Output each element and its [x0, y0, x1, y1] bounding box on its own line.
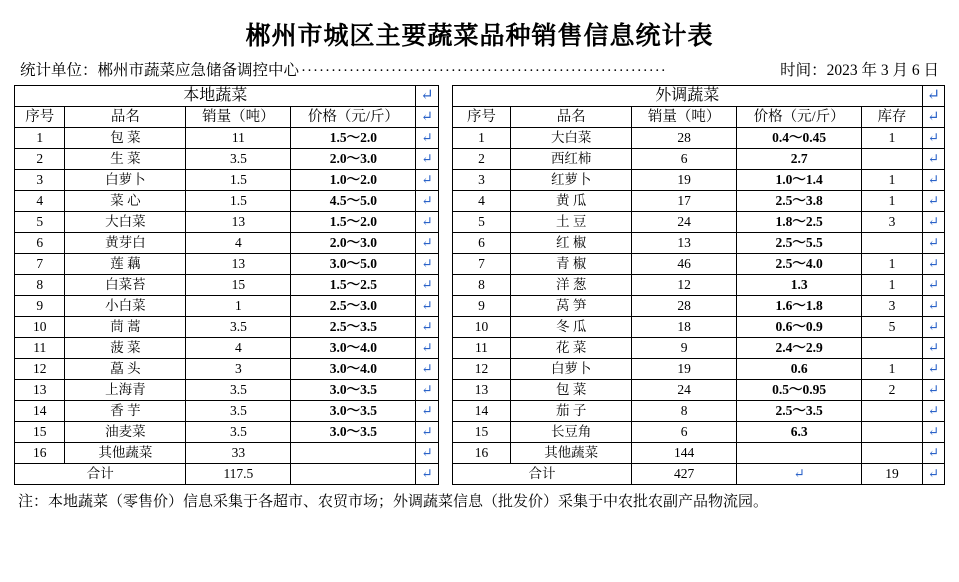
table-row	[15, 401, 945, 422]
column-gap	[438, 443, 452, 464]
cell-price	[737, 443, 862, 464]
cell-index: 13	[452, 380, 510, 401]
paragraph-mark: ↵	[922, 464, 944, 485]
total-price-local-empty	[291, 464, 416, 485]
cell-name: 黄 瓜	[511, 191, 632, 212]
column-gap	[438, 191, 452, 212]
cell-name: 青 椒	[511, 254, 632, 275]
cell-index: 4	[15, 191, 65, 212]
paragraph-mark: ↵	[922, 275, 944, 296]
cell-price: 1.8～2.5	[737, 212, 862, 233]
cell-name: 上海青	[65, 380, 186, 401]
paragraph-mark: ↵	[416, 296, 438, 317]
cell-volume: 24	[632, 380, 737, 401]
col-name-local: 品名	[65, 107, 186, 128]
cell-index: 11	[15, 338, 65, 359]
total-label-external: 合计	[452, 464, 632, 485]
cell-price	[291, 443, 416, 464]
table-row	[15, 128, 945, 149]
total-stock-external: 19	[862, 464, 923, 485]
column-gap	[438, 401, 452, 422]
cell-price: 0.6	[737, 359, 862, 380]
footnote: 注：本地蔬菜（零售价）信息采集于各超市、农贸市场；外调蔬菜信息（批发价）采集于中农批农副产品物流园。	[18, 494, 769, 510]
col-price-external: 价格（元/斤）	[737, 107, 862, 128]
cell-price: 2.5～3.5	[291, 317, 416, 338]
paragraph-mark: ↵	[922, 107, 944, 128]
cell-price: 1.6～1.8	[737, 296, 862, 317]
cell-volume: 3.5	[186, 149, 291, 170]
cell-index: 13	[15, 380, 65, 401]
cell-price: 3.0～4.0	[291, 359, 416, 380]
cell-index: 15	[452, 422, 510, 443]
column-gap	[438, 422, 452, 443]
paragraph-mark: ↵	[416, 212, 438, 233]
cell-name: 洋 葱	[511, 275, 632, 296]
table-row	[15, 212, 945, 233]
group-local-title: 本地蔬菜	[15, 86, 416, 107]
cell-price: 0.6～0.9	[737, 317, 862, 338]
cell-price: 2.5～3.8	[737, 191, 862, 212]
cell-name: 白萝卜	[65, 170, 186, 191]
paragraph-mark: ↵	[416, 275, 438, 296]
column-gap	[438, 359, 452, 380]
cell-index: 7	[452, 254, 510, 275]
cell-stock: 3	[862, 296, 923, 317]
report-date: 时间：2023 年 3 月 6 日	[780, 62, 939, 79]
cell-name: 冬 瓜	[511, 317, 632, 338]
cell-stock	[862, 443, 923, 464]
cell-volume: 28	[632, 128, 737, 149]
cell-index: 14	[15, 401, 65, 422]
cell-price: 3.0～3.5	[291, 422, 416, 443]
group-external-title: 外调蔬菜	[452, 86, 922, 107]
cell-name: 包 菜	[65, 128, 186, 149]
cell-name: 香 芋	[65, 401, 186, 422]
column-gap	[438, 233, 452, 254]
column-gap	[438, 296, 452, 317]
cell-price: 6.3	[737, 422, 862, 443]
cell-name: 莲 藕	[65, 254, 186, 275]
paragraph-mark: ↵	[416, 401, 438, 422]
cell-name: 长豆角	[511, 422, 632, 443]
cell-index: 12	[15, 359, 65, 380]
cell-stock	[862, 233, 923, 254]
cell-name: 红 椒	[511, 233, 632, 254]
cell-stock: 1	[862, 191, 923, 212]
cell-price: 0.4～0.45	[737, 128, 862, 149]
table-row	[15, 275, 945, 296]
cell-volume: 3.5	[186, 422, 291, 443]
cell-name: 藠 头	[65, 359, 186, 380]
cell-name: 白萝卜	[511, 359, 632, 380]
cell-stock: 1	[862, 170, 923, 191]
cell-index: 5	[452, 212, 510, 233]
cell-index: 1	[452, 128, 510, 149]
column-gap	[438, 170, 452, 191]
paragraph-mark: ↵	[922, 254, 944, 275]
paragraph-mark: ↵	[922, 296, 944, 317]
cell-volume: 6	[632, 149, 737, 170]
col-index-external: 序号	[452, 107, 510, 128]
cell-name: 大白菜	[65, 212, 186, 233]
totals-row	[15, 464, 945, 485]
cell-index: 5	[15, 212, 65, 233]
group-header-row	[15, 86, 945, 107]
cell-volume: 19	[632, 359, 737, 380]
cell-name: 土 豆	[511, 212, 632, 233]
total-volume-external: 427	[632, 464, 737, 485]
cell-price: 1.5～2.0	[291, 212, 416, 233]
paragraph-mark: ↵	[922, 212, 944, 233]
cell-name: 菜 心	[65, 191, 186, 212]
column-gap	[438, 107, 452, 128]
cell-index: 15	[15, 422, 65, 443]
cell-stock: 2	[862, 380, 923, 401]
cell-name: 小白菜	[65, 296, 186, 317]
cell-index: 4	[452, 191, 510, 212]
cell-price: 3.0～3.5	[291, 380, 416, 401]
table-row	[15, 317, 945, 338]
cell-price: 2.0～3.0	[291, 149, 416, 170]
paragraph-mark: ↵	[922, 401, 944, 422]
paragraph-mark: ↵	[416, 443, 438, 464]
statistics-unit-label: 统计单位：	[20, 62, 98, 79]
cell-price: 0.5～0.95	[737, 380, 862, 401]
cell-price: 1.5～2.5	[291, 275, 416, 296]
cell-index: 1	[15, 128, 65, 149]
cell-stock: 1	[862, 275, 923, 296]
dot-leader: ·····························································	[301, 64, 667, 79]
cell-volume: 13	[186, 254, 291, 275]
cell-volume: 8	[632, 401, 737, 422]
paragraph-mark: ↵	[416, 254, 438, 275]
cell-name: 黄芽白	[65, 233, 186, 254]
paragraph-mark: ↵	[416, 170, 438, 191]
paragraph-mark: ↵	[922, 170, 944, 191]
cell-price: 3.0～4.0	[291, 338, 416, 359]
table-row	[15, 233, 945, 254]
cell-price: 1.0～1.4	[737, 170, 862, 191]
cell-price: 1.5～2.0	[291, 128, 416, 149]
cell-volume: 17	[632, 191, 737, 212]
cell-price: 2.0～3.0	[291, 233, 416, 254]
cell-price: 2.5～3.5	[737, 401, 862, 422]
cell-index: 2	[452, 149, 510, 170]
column-gap	[438, 86, 452, 107]
cell-volume: 11	[186, 128, 291, 149]
table-row	[15, 254, 945, 275]
cell-volume: 13	[632, 233, 737, 254]
cell-price: 2.4～2.9	[737, 338, 862, 359]
paragraph-mark: ↵	[922, 338, 944, 359]
cell-index: 12	[452, 359, 510, 380]
cell-stock	[862, 422, 923, 443]
table-row	[15, 380, 945, 401]
paragraph-mark: ↵	[922, 86, 944, 107]
cell-stock	[862, 338, 923, 359]
document-page	[0, 16, 959, 582]
cell-price: 1.0～2.0	[291, 170, 416, 191]
total-volume-local: 117.5	[186, 464, 291, 485]
table-row	[15, 338, 945, 359]
cell-volume: 12	[632, 275, 737, 296]
paragraph-mark: ↵	[416, 464, 438, 485]
paragraph-mark: ↵	[922, 149, 944, 170]
cell-volume: 1.5	[186, 170, 291, 191]
cell-volume: 3.5	[186, 401, 291, 422]
cell-price: 1.3	[737, 275, 862, 296]
cell-name: 其他蔬菜	[511, 443, 632, 464]
cell-volume: 4	[186, 233, 291, 254]
cell-name: 花 菜	[511, 338, 632, 359]
cell-index: 6	[15, 233, 65, 254]
cell-stock: 1	[862, 128, 923, 149]
cell-name: 茄 子	[511, 401, 632, 422]
paragraph-mark: ↵	[416, 191, 438, 212]
paragraph-mark: ↵	[922, 191, 944, 212]
cell-index: 16	[15, 443, 65, 464]
cell-stock	[862, 401, 923, 422]
col-index-local: 序号	[15, 107, 65, 128]
cell-name: 茼 蒿	[65, 317, 186, 338]
cell-name: 红萝卜	[511, 170, 632, 191]
cell-index: 16	[452, 443, 510, 464]
cell-volume: 9	[632, 338, 737, 359]
cell-index: 3	[452, 170, 510, 191]
table-row	[15, 149, 945, 170]
cell-stock: 3	[862, 212, 923, 233]
cell-index: 8	[452, 275, 510, 296]
cell-name: 生 菜	[65, 149, 186, 170]
cell-volume: 24	[632, 212, 737, 233]
cell-name: 莴 笋	[511, 296, 632, 317]
col-name-external: 品名	[511, 107, 632, 128]
cell-name: 西红柿	[511, 149, 632, 170]
col-stock-external: 库存	[862, 107, 923, 128]
vegetable-sales-table	[14, 85, 945, 485]
cell-price: 3.0～3.5	[291, 401, 416, 422]
cell-volume: 144	[632, 443, 737, 464]
paragraph-mark: ↵	[922, 128, 944, 149]
cell-index: 11	[452, 338, 510, 359]
table-row	[15, 296, 945, 317]
paragraph-mark: ↵	[922, 380, 944, 401]
paragraph-mark: ↵	[416, 422, 438, 443]
paragraph-mark: ↵	[737, 464, 862, 485]
cell-volume: 1.5	[186, 191, 291, 212]
paragraph-mark: ↵	[922, 443, 944, 464]
statistics-unit-value: 郴州市蔬菜应急储备调控中心	[97, 62, 300, 79]
cell-index: 14	[452, 401, 510, 422]
table-row	[15, 443, 945, 464]
column-gap	[438, 464, 452, 485]
column-gap	[438, 254, 452, 275]
cell-volume: 19	[632, 170, 737, 191]
cell-volume: 33	[186, 443, 291, 464]
cell-price: 3.0～5.0	[291, 254, 416, 275]
column-gap	[438, 275, 452, 296]
table-row	[15, 422, 945, 443]
column-gap	[438, 317, 452, 338]
cell-stock: 5	[862, 317, 923, 338]
paragraph-mark: ↵	[416, 149, 438, 170]
column-gap	[438, 149, 452, 170]
cell-volume: 18	[632, 317, 737, 338]
cell-index: 2	[15, 149, 65, 170]
cell-price: 2.5～5.5	[737, 233, 862, 254]
cell-volume: 3	[186, 359, 291, 380]
cell-index: 7	[15, 254, 65, 275]
column-gap	[438, 338, 452, 359]
paragraph-mark: ↵	[416, 128, 438, 149]
cell-index: 10	[15, 317, 65, 338]
cell-name: 其他蔬菜	[65, 443, 186, 464]
cell-name: 油麦菜	[65, 422, 186, 443]
cell-volume: 1	[186, 296, 291, 317]
cell-name: 大白菜	[511, 128, 632, 149]
paragraph-mark: ↵	[416, 338, 438, 359]
paragraph-mark: ↵	[416, 107, 438, 128]
cell-volume: 4	[186, 338, 291, 359]
cell-stock: 1	[862, 254, 923, 275]
paragraph-mark: ↵	[416, 359, 438, 380]
col-volume-local: 销量（吨）	[186, 107, 291, 128]
cell-price: 4.5～5.0	[291, 191, 416, 212]
cell-name: 白菜苔	[65, 275, 186, 296]
cell-price: 2.7	[737, 149, 862, 170]
col-volume-external: 销量（吨）	[632, 107, 737, 128]
col-price-local: 价格（元/斤）	[291, 107, 416, 128]
cell-price: 2.5～4.0	[737, 254, 862, 275]
cell-index: 9	[452, 296, 510, 317]
paragraph-mark: ↵	[922, 317, 944, 338]
cell-volume: 46	[632, 254, 737, 275]
cell-volume: 3.5	[186, 380, 291, 401]
cell-index: 9	[15, 296, 65, 317]
cell-index: 8	[15, 275, 65, 296]
subheader	[14, 58, 945, 85]
cell-index: 6	[452, 233, 510, 254]
paragraph-mark: ↵	[416, 233, 438, 254]
paragraph-mark: ↵	[922, 359, 944, 380]
cell-name: 菠 菜	[65, 338, 186, 359]
paragraph-mark: ↵	[416, 380, 438, 401]
cell-name: 包 菜	[511, 380, 632, 401]
page-title: 郴州市城区主要蔬菜品种销售信息统计表	[245, 23, 714, 50]
table-row	[15, 359, 945, 380]
cell-volume: 6	[632, 422, 737, 443]
column-gap	[438, 212, 452, 233]
cell-index: 10	[452, 317, 510, 338]
cell-stock: 1	[862, 359, 923, 380]
cell-volume: 3.5	[186, 317, 291, 338]
table-row	[15, 170, 945, 191]
total-label-local: 合计	[15, 464, 186, 485]
column-header-row	[15, 107, 945, 128]
cell-stock	[862, 149, 923, 170]
paragraph-mark: ↵	[922, 422, 944, 443]
cell-volume: 13	[186, 212, 291, 233]
cell-index: 3	[15, 170, 65, 191]
cell-volume: 28	[632, 296, 737, 317]
paragraph-mark: ↵	[416, 86, 438, 107]
column-gap	[438, 128, 452, 149]
cell-volume: 15	[186, 275, 291, 296]
paragraph-mark: ↵	[416, 317, 438, 338]
paragraph-mark: ↵	[922, 233, 944, 254]
cell-price: 2.5～3.0	[291, 296, 416, 317]
column-gap	[438, 380, 452, 401]
table-row	[15, 191, 945, 212]
